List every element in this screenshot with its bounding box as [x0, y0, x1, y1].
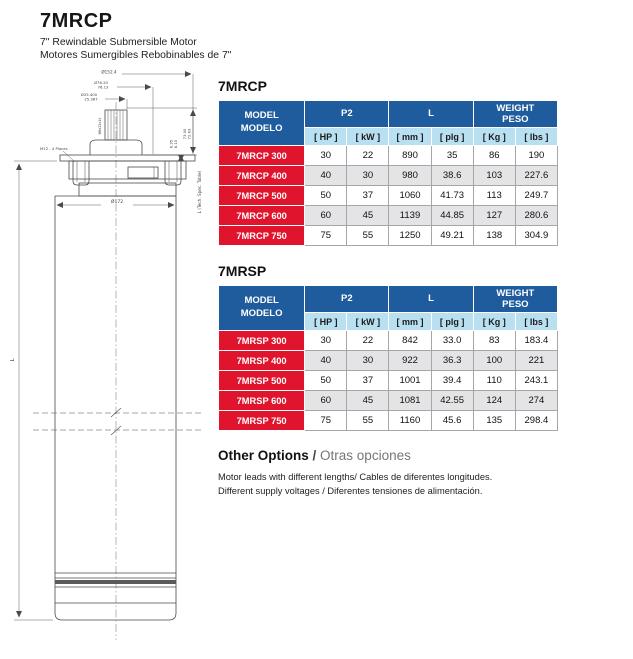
l-group-header: L [389, 101, 473, 128]
model-cell: 7MRCP 500 [219, 186, 305, 206]
unit-hp: [ HP ] [305, 128, 347, 146]
kw-cell: 55 [347, 411, 389, 431]
lbs-cell: 227.6 [515, 166, 557, 186]
table-row [219, 166, 558, 186]
model-cell: 7MRSP 400 [219, 351, 305, 371]
table-group-header-row [219, 286, 558, 313]
kw-cell: 37 [347, 186, 389, 206]
plg-cell: 38.6 [431, 166, 473, 186]
weight-header-en: WEIGHT [496, 102, 535, 114]
side-port [128, 167, 158, 178]
model-cell: 7MRCP 400 [219, 166, 305, 186]
hp-cell: 40 [305, 166, 347, 186]
hp-cell: 30 [305, 146, 347, 166]
weight-group-header [473, 286, 557, 313]
unit-hp: [ HP ] [305, 313, 347, 331]
model-cell: 7MRCP 600 [219, 206, 305, 226]
hp-cell: 50 [305, 186, 347, 206]
table-row [219, 206, 558, 226]
page-header [40, 10, 231, 63]
unit-plg: [ plg ] [431, 128, 473, 146]
kg-cell: 124 [473, 391, 515, 411]
lbs-cell: 298.4 [515, 411, 557, 431]
kg-cell: 113 [473, 186, 515, 206]
mm-cell: 1001 [389, 371, 431, 391]
plg-cell: 44.85 [431, 206, 473, 226]
model-cell: 7MRSP 600 [219, 391, 305, 411]
kw-cell: 55 [347, 226, 389, 246]
model-header-en: MODEL [244, 295, 279, 307]
plg-cell: 45.6 [431, 411, 473, 431]
model-cell: 7MRSP 300 [219, 331, 305, 351]
l-group-header: L [389, 286, 473, 313]
dim-flange-diameter-label: Ø152.4 [101, 69, 117, 75]
hp-cell: 60 [305, 391, 347, 411]
table-row [219, 226, 558, 246]
other-options-title [218, 448, 562, 463]
model-cell: 7MRCP 750 [219, 226, 305, 246]
unit-kw: [ kW ] [347, 313, 389, 331]
hp-cell: 40 [305, 351, 347, 371]
unit-kw: [ kW ] [347, 128, 389, 146]
plg-cell: 41.73 [431, 186, 473, 206]
table-group-header-row [219, 101, 558, 128]
unit-plg: [ plg ] [431, 313, 473, 331]
plg-cell: 36.3 [431, 351, 473, 371]
lbs-cell: 190 [515, 146, 557, 166]
motor-drawing-svg [5, 64, 215, 654]
kw-cell: 45 [347, 391, 389, 411]
kg-cell: 86 [473, 146, 515, 166]
mm-cell: 1160 [389, 411, 431, 431]
length-dim-label: L [10, 358, 16, 362]
lbs-cell: 221 [515, 351, 557, 371]
unit-kg: [ Kg ] [473, 313, 515, 331]
dim-h2-min-label: 6.10 [173, 139, 178, 149]
dim-body-diameter-label: Ø172 [110, 200, 124, 205]
p2-group-header: P2 [305, 101, 389, 128]
model-header-es: MODELO [240, 308, 283, 319]
model-cell: 7MRSP 500 [219, 371, 305, 391]
hp-cell: 75 [305, 411, 347, 431]
weight-group-header [473, 101, 557, 128]
unit-lbs: [ lbs ] [515, 313, 557, 331]
bolt-note-label: M12 - 4 Places [40, 146, 68, 151]
table-row [219, 371, 558, 391]
p2-group-header: P2 [305, 286, 389, 313]
other-options-section [218, 448, 562, 498]
dim-pilot-max-label: Ø76.20 [94, 80, 108, 85]
kw-cell: 30 [347, 166, 389, 186]
hp-cell: 75 [305, 226, 347, 246]
motor-body [55, 196, 176, 620]
plg-cell: 35 [431, 146, 473, 166]
motor-technical-drawing [5, 64, 215, 654]
hp-cell: 60 [305, 206, 347, 226]
other-options-title-en: Other Options [218, 448, 309, 463]
unit-lbs: [ lbs ] [515, 128, 557, 146]
dim-h2-max-label: 6.35 [168, 139, 174, 149]
other-options-line2: Different supply voltages / Diferentes tensiones de alimentación. [218, 486, 483, 497]
section-title-mrsp: 7MRSP [218, 263, 267, 279]
dimension-labels [10, 70, 202, 362]
weight-header-es: PESO [502, 299, 529, 310]
mm-cell: 1081 [389, 391, 431, 411]
table-row [219, 146, 558, 166]
lbs-cell: 274 [515, 391, 557, 411]
model-cell: 7MRCP 300 [219, 146, 305, 166]
dim-h1-max-label: 73.00 [182, 128, 187, 140]
table-row [219, 391, 558, 411]
other-options-title-separator: / [312, 448, 317, 463]
mounting-flange [60, 155, 195, 161]
dim-pilot-min-label: 76.13 [97, 84, 109, 90]
spline-note-label: M6x22x14 [98, 117, 102, 135]
plg-cell: 49.21 [431, 226, 473, 246]
mrcp-spec-table [218, 100, 558, 246]
dim-shaft-max-label: Ø25.400 [80, 92, 98, 97]
bottom-end-bands [55, 573, 176, 603]
lbs-cell: 243.1 [515, 371, 557, 391]
weight-header-en: WEIGHT [496, 287, 535, 299]
unit-kg: [ Kg ] [473, 128, 515, 146]
model-header-es: MODELO [240, 123, 283, 134]
mm-cell: 922 [389, 351, 431, 371]
hp-cell: 30 [305, 331, 347, 351]
kg-cell: 135 [473, 411, 515, 431]
mm-cell: 842 [389, 331, 431, 351]
mounting-stud-right [165, 161, 181, 185]
table-row [219, 331, 558, 351]
other-options-line1: Motor leads with different lengths/ Cables de diferentes longitudes. [218, 472, 493, 482]
mounting-stud-left [73, 161, 89, 185]
table-row [219, 411, 558, 431]
dim-shaft-min-label: 25.387 [84, 96, 98, 102]
unit-mm: [ mm ] [389, 128, 431, 146]
page-subtitle-es: Motores Sumergibles Rebobinables de 7" [40, 50, 232, 62]
lbs-cell: 280.6 [515, 206, 557, 226]
page-title: 7MRCP [40, 10, 113, 32]
lbs-cell: 183.4 [515, 331, 557, 351]
kw-cell: 22 [347, 331, 389, 351]
kw-cell: 37 [347, 371, 389, 391]
lbs-cell: 304.9 [515, 226, 557, 246]
plg-cell: 42.55 [431, 391, 473, 411]
kg-cell: 138 [473, 226, 515, 246]
kg-cell: 110 [473, 371, 515, 391]
kw-cell: 30 [347, 351, 389, 371]
mm-cell: 890 [389, 146, 431, 166]
mm-cell: 980 [389, 166, 431, 186]
dimension-lines [14, 74, 197, 620]
model-header-en: MODEL [244, 110, 279, 122]
kg-cell: 100 [473, 351, 515, 371]
page-subtitle-en: 7" Rewindable Submersible Motor [40, 37, 197, 48]
dim-h1-min-label: 72.63 [186, 128, 192, 140]
model-column-header [219, 101, 305, 146]
plg-cell: 39.4 [431, 371, 473, 391]
section-title-mrcp: 7MRCP [218, 78, 268, 94]
table-row [219, 351, 558, 371]
mrsp-spec-table [218, 285, 558, 431]
upper-housing [69, 161, 186, 196]
other-options-title-es: Otras opciones [320, 448, 411, 463]
kg-cell: 127 [473, 206, 515, 226]
weight-header-es: PESO [502, 114, 529, 125]
table-row [219, 186, 558, 206]
lbs-cell: 249.7 [515, 186, 557, 206]
model-cell: 7MRSP 750 [219, 411, 305, 431]
kg-cell: 103 [473, 166, 515, 186]
plg-cell: 33.0 [431, 331, 473, 351]
kg-cell: 83 [473, 331, 515, 351]
length-note-label: L (Tech. Spec. Table) [197, 170, 202, 214]
spec-content [218, 78, 562, 499]
motor-outline [33, 102, 201, 640]
hp-cell: 50 [305, 371, 347, 391]
unit-mm: [ mm ] [389, 313, 431, 331]
mm-cell: 1139 [389, 206, 431, 226]
kw-cell: 45 [347, 206, 389, 226]
model-column-header [219, 286, 305, 331]
mm-cell: 1060 [389, 186, 431, 206]
kw-cell: 22 [347, 146, 389, 166]
mm-cell: 1250 [389, 226, 431, 246]
